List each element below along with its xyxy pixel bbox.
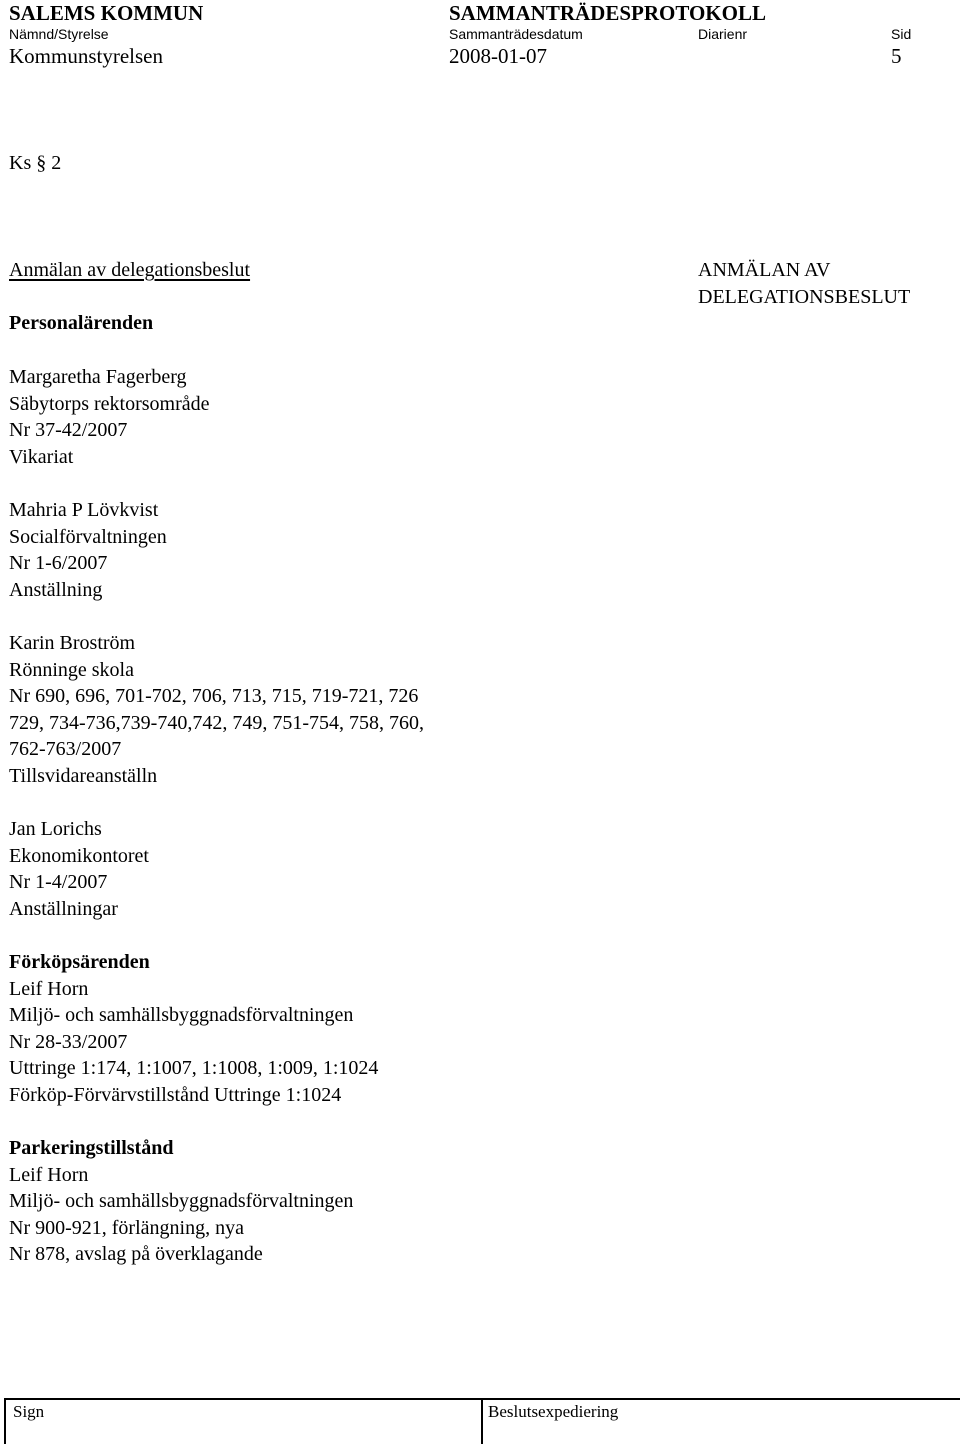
board-label: Nämnd/Styrelse bbox=[9, 26, 109, 42]
entry-line: Vikariat bbox=[9, 445, 74, 468]
entry-line: 762-763/2007 bbox=[9, 738, 122, 761]
entry-line: Mahria P Lövkvist bbox=[9, 499, 159, 521]
personal-entry-1 bbox=[9, 364, 210, 470]
personal-entry-3 bbox=[9, 630, 424, 790]
margin-heading-line-1: ANMÄLAN AV bbox=[698, 259, 831, 281]
section-parkering bbox=[9, 1135, 353, 1268]
entry-line: Nr 878, avslag på överklagande bbox=[9, 1243, 263, 1266]
entry-line: Ekonomikontoret bbox=[9, 844, 149, 867]
section-forkop bbox=[9, 949, 378, 1109]
document-type: SAMMANTRÄDESPROTOKOLL bbox=[449, 1, 766, 25]
meeting-date-value: 2008-01-07 bbox=[449, 44, 547, 68]
entry-line: Anställningar bbox=[9, 897, 118, 920]
entry-line: Jan Lorichs bbox=[9, 818, 102, 840]
entry-line: Uttringe 1:174, 1:1007, 1:1008, 1:009, 1:1024 bbox=[9, 1057, 379, 1080]
footer-divider bbox=[481, 1398, 483, 1444]
page-label: Sid bbox=[891, 26, 912, 42]
paragraph-ref: Ks § 2 bbox=[9, 152, 62, 174]
entry-line: Leif Horn bbox=[9, 977, 89, 1000]
entry-line: Rönninge skola bbox=[9, 658, 134, 681]
entry-line: Nr 28-33/2007 bbox=[9, 1030, 128, 1053]
subject-title: Anmälan av delegationsbeslut bbox=[9, 259, 251, 281]
personal-entry-4 bbox=[9, 816, 149, 922]
entry-line: Nr 37-42/2007 bbox=[9, 419, 128, 442]
entry-line: Socialförvaltningen bbox=[9, 525, 167, 548]
entry-line: Nr 1-6/2007 bbox=[9, 552, 108, 575]
entry-line: Förköp-Förvärvstillstånd Uttringe 1:1024 bbox=[9, 1083, 342, 1106]
meeting-date-label: Sammanträdesdatum bbox=[449, 26, 583, 42]
entry-line: Miljö- och samhällsbyggnadsförvaltningen bbox=[9, 1190, 354, 1213]
entry-line: Leif Horn bbox=[9, 1163, 89, 1186]
entry-line: Tillsvidareanställn bbox=[9, 764, 158, 787]
entry-line: Miljö- och samhällsbyggnadsförvaltningen bbox=[9, 1004, 354, 1027]
section-heading-forkop: Förköpsärenden bbox=[9, 951, 150, 973]
entry-line: Nr 900-921, förlängning, nya bbox=[9, 1216, 244, 1239]
board-value: Kommunstyrelsen bbox=[9, 44, 163, 68]
section-heading-parkering: Parkeringstillstånd bbox=[9, 1137, 174, 1159]
reg-no-label: Diarienr bbox=[698, 26, 748, 42]
entry-line: Nr 690, 696, 701-702, 706, 713, 715, 719-721, 726 bbox=[9, 685, 419, 708]
margin-heading-line-2: DELEGATIONSBESLUT bbox=[698, 286, 911, 308]
entry-line: Karin Broström bbox=[9, 632, 136, 654]
section-heading-personal: Personalärenden bbox=[9, 312, 154, 334]
page-value: 5 bbox=[891, 44, 902, 68]
personal-entry-2 bbox=[9, 497, 167, 603]
entry-line: Säbytorps rektorsområde bbox=[9, 392, 210, 415]
org-name: SALEMS KOMMUN bbox=[9, 1, 204, 25]
entry-line: Nr 1-4/2007 bbox=[9, 871, 108, 894]
expedition-label: Beslutsexpediering bbox=[488, 1402, 619, 1421]
entry-line: Anställning bbox=[9, 578, 103, 601]
entry-line: Margaretha Fagerberg bbox=[9, 366, 187, 388]
sign-label: Sign bbox=[13, 1402, 45, 1421]
entry-line: 729, 734-736,739-740,742, 749, 751-754, 758, 760, bbox=[9, 711, 424, 734]
